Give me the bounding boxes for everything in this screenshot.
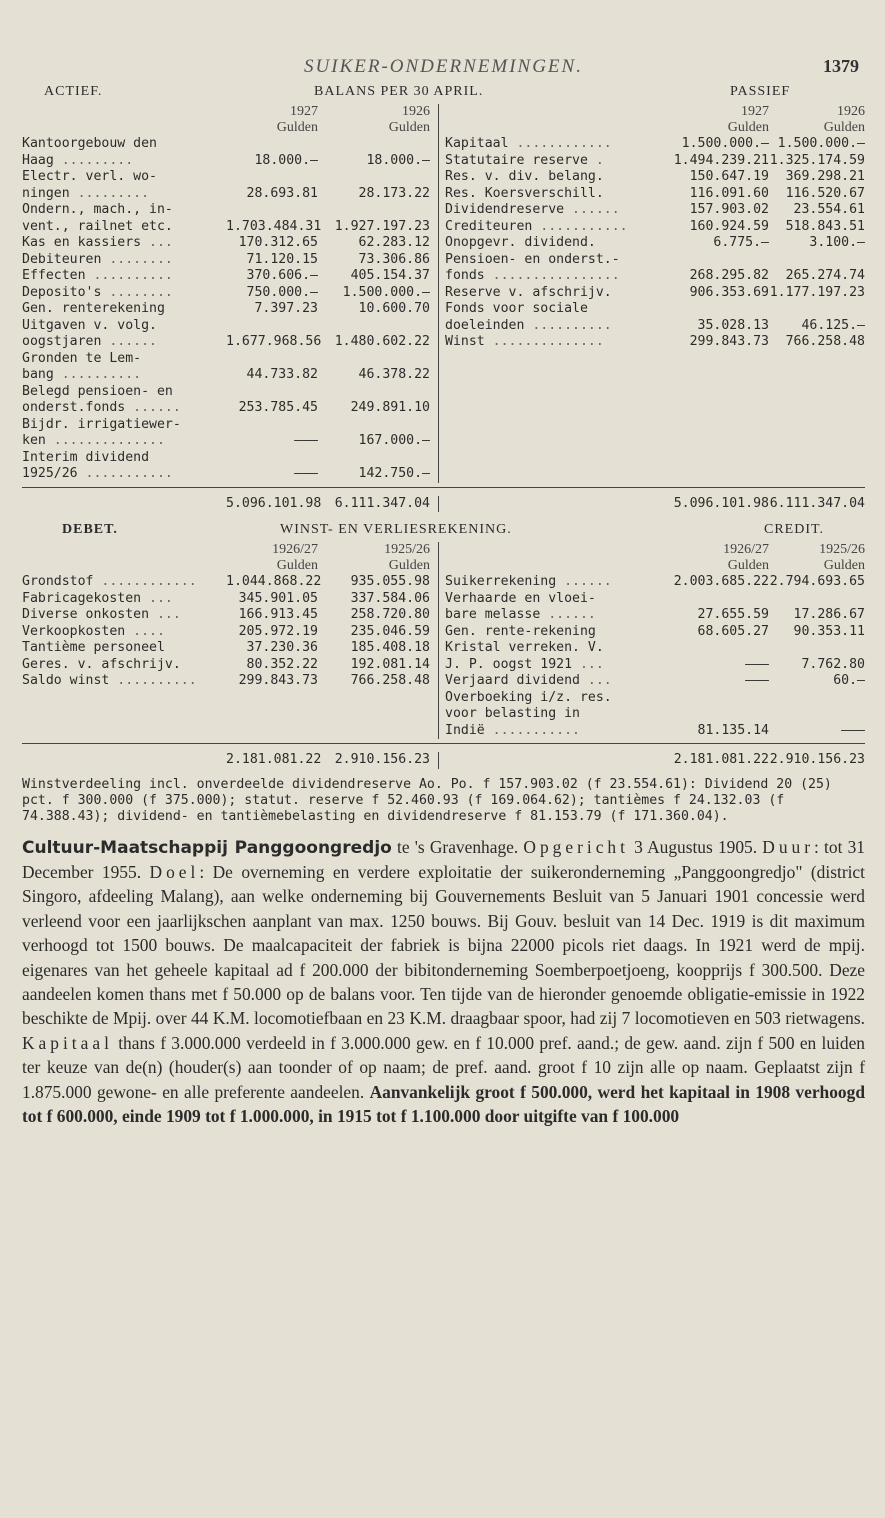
leader-dots: ........... [532, 218, 628, 234]
debet-column: 1926/27 1925/26 Gulden Gulden Grondstof ............ 1.044.868.22 935.055.98 Fabricagekosten ... 345.901.05 337.584.06 Diverse onkosten ... 166.913.45 258.720.80 Verkoopkosten .... 205.972.19 235.046.59 Tantième personeel 37.230.36 185.408.18 Geres. v. afschrijv. 80.352.22 192.081.14 Saldo winst .......... 299.843.73 766.258.48 [22, 542, 439, 739]
row-label: Suikerrekening ...... [445, 574, 612, 589]
row-value-previous [318, 384, 438, 401]
table-row [22, 417, 438, 434]
table-row [445, 153, 865, 170]
profit-loss-heading [22, 522, 865, 542]
total-actief-1927: 5.096.101.98 [226, 495, 322, 511]
row-value-current [669, 706, 769, 723]
row-value-previous: 185.408.18 [350, 640, 430, 655]
leader-dots: .......... [53, 367, 142, 382]
running-title: SUIKER-ONDERNEMINGEN. [304, 56, 583, 77]
leader-dots: ... [149, 607, 181, 622]
row-value-previous: 258.720.80 [350, 607, 430, 622]
table-row [445, 574, 865, 591]
table-row [445, 301, 865, 318]
table-row [22, 400, 438, 417]
row-value-current: 80.352.22 [246, 656, 318, 672]
row-value-current [669, 252, 769, 269]
passief-col-header: 1927 1926 [741, 104, 865, 119]
row-value-current: 81.135.14 [697, 722, 769, 738]
balance-title: BALANS PER 30 APRIL. [314, 84, 484, 99]
row-label: Winst .............. [445, 334, 604, 349]
leader-dots: ...... [564, 202, 620, 217]
row-label: Geres. v. afschrijv. [22, 656, 181, 672]
row-value-current [669, 591, 769, 608]
row-label: Electr. verl. wo- [22, 169, 157, 184]
row-label: voor belasting in [445, 706, 580, 721]
total-credit-1926-27: 2.181.081.22 [673, 752, 769, 767]
row-value-current [669, 640, 769, 657]
table-row [445, 723, 865, 740]
row-value-current: 28.693.81 [246, 185, 318, 201]
row-label: Overboeking i/z. res. [445, 689, 612, 705]
table-row [22, 673, 438, 690]
row-label: Gronden te Lem- [22, 350, 142, 366]
row-value-previous: 10.600.70 [358, 301, 430, 316]
row-value-current: 299.843.73 [238, 673, 318, 688]
table-row [22, 450, 438, 467]
row-value-previous [769, 591, 865, 608]
row-value-previous: 46.125.— [801, 317, 865, 333]
row-label: Indië ........... [445, 722, 580, 738]
table-row [22, 607, 438, 624]
capital-text: thans f 3.000.000 verdeeld in f 3.000.000 gew. en f 10.000 pref. aand.; de gew. aand. zijn f 500 en luiden ter keuze van de(n) (houder(s) aan toonder of op naam; de pref. aand. groot f 10 zijn alle op naam. Geplaatst zijn f 1.875.000 gewone- en alle preferente aandeelen. [22, 1032, 865, 1102]
row-label: Reserve v. afschrijv. [445, 284, 612, 300]
company-name: Cultuur-Maatschappij Panggoongredjo [22, 837, 392, 858]
credit-label: CREDIT. [764, 522, 825, 537]
row-value-current [226, 202, 318, 219]
table-row [22, 640, 438, 657]
leader-dots: .............. [484, 334, 604, 349]
duration-text: : tot 31 December 1955. [22, 836, 865, 882]
row-label: Deposito's ........ [22, 284, 173, 300]
row-value-current: 35.028.13 [697, 317, 769, 333]
row-label: bang .......... [22, 367, 142, 382]
profit-loss-account [22, 522, 865, 769]
leader-dots: ... [572, 656, 604, 672]
row-label: oogstjaren ...... [22, 334, 157, 349]
row-value-current: 268.295.82 [689, 268, 769, 283]
table-row [22, 318, 438, 335]
purpose-text: : De overneming en verdere exploitatie der suikeronderneming „Panggoongredjo" (district Singoro, afdeeling Malang), aan welke onderneming bij Gouvernements Besluit van 5 Januari 1901 concessie werd verleend voor een jaarlijkschen aanplant van max. 1250 bouws. Bij Gouv. besluit van 14 Dec. 1919 is dit maximum verhoogd tot 1500 bouws. De maalcapaciteit der fabriek is bijna 22000 picols riet daags. In 1921 werd de mpij. eigenares van het geheele kapitaal ad f 200.000 der bibitonderneming Soemberpoetjoeng, koopprijs f 300.500. Deze aandeelen komen thans met f 50.000 op de balans voor. Ten tijde van de hieronder genoemde obligatie-emissie in 1922 beschikte de Mpij. over 44 K.M. locomotiefbaan en 23 K.M. draagbaar spoor, had zij 7 locomotieven en 503 rietwagens. [22, 861, 865, 1029]
company-location: te 's Gravenhage. [391, 836, 519, 857]
leader-dots: ...... [556, 574, 612, 589]
page [22, 50, 865, 1128]
passief-column: 1927 1926 Gulden Gulden Kapitaal ............ 1.500.000.— 1.500.000.— Statutaire reserve . 1.494.239.21 1.325.174.59 Res. v. div. belang. 150.647.19 369.298.21 Res. Koersverschill. 116.091.60 116.520.67 Dividendreserve ...... 157.903.02 23.554.61 Crediteuren ........... 160.924.59 518.843.51 Onopgevr. dividend. 6.775.— 3.100.— Pensioen- en onderst.- fonds ................ 268.295.82 265.274.74 Reserve v. afschrijv. 906.353.69 1.177.197.23 Fonds voor sociale doeleinden .......... 35.028.13 46.125.— Winst .............. 299.843.73 766.258.48 [445, 104, 865, 349]
row-label: onderst.fonds ...... [22, 400, 181, 415]
leader-dots: .......... [109, 673, 197, 688]
row-value-previous: 1.480.602.22 [334, 334, 430, 349]
founded-label: Opgericht [523, 836, 629, 857]
capital-history-text: Aanvankelijk groot f 500.000, werd het kapitaal in 1908 verhoogd tot f 600.000, einde 1909 tot f 1.000.000, in 1915 tot f 1.100.000 door uitgifte van f 100.000 [22, 1081, 865, 1126]
row-value-current [669, 690, 769, 707]
row-value-current: 1.703.484.31 [226, 218, 322, 234]
row-value-previous [769, 690, 865, 707]
table-row [22, 367, 438, 384]
row-label: doeleinden .......... [445, 317, 612, 333]
row-value-previous [318, 318, 438, 335]
row-value-previous [769, 640, 865, 657]
leader-dots: ...... [125, 400, 181, 415]
leader-dots: ............ [508, 136, 612, 151]
duration-label: Duur [762, 836, 815, 857]
actief-column: 1927 1926 Gulden Gulden Kantoorgebouw den Haag ......... 18.000.— 18.000.— Electr. verl. wo- ningen ......... 28.693.81 28.173.22 Ondern., mach., in- vent., railnet etc. 1.703.484.31 1.927.197.23 Kas en kassiers ... 170.312.65 62.283.12 Debiteuren ........ 71.120.15 73.306.86 Effecten .......... 370.606.— 405.154.37 Deposito's ........ 750.000.— 1.500.000.— Gen. renterekening 7.397.23 10.600.70 Uitgaven v. volg. oogstjaren ...... 1.677.968.56 1.480.602.22 Gronden te Lem- bang .......... 44.733.82 46.378.22 Belegd pensioen- en onderst.fonds ...... 253.785.45 249.891.10 Bijdr. irrigatiewer- ken .............. ——— 167.000.— Interim dividend 1925/26 ........... ——— 142.750.— [22, 104, 439, 483]
balance-totals [22, 487, 865, 513]
row-label: Grondstof ............ [22, 574, 197, 589]
row-value-current: 37.230.36 [246, 640, 318, 655]
table-row [445, 186, 865, 203]
row-value-current [226, 136, 318, 153]
table-row [22, 301, 438, 318]
row-label: Kristal verreken. V. [445, 640, 604, 655]
table-row [22, 591, 438, 608]
table-row [22, 268, 438, 285]
row-value-previous: 142.750.— [358, 466, 430, 481]
leader-dots: ...... [540, 607, 596, 622]
table-row [22, 384, 438, 401]
total-passief-1927: 5.096.101.98 [673, 495, 769, 511]
table-row [22, 235, 438, 252]
table-row [445, 219, 865, 236]
leader-dots: ...... [101, 334, 157, 349]
credit-column: 1926/27 1925/26 Gulden Gulden Suikerrekening ...... 2.003.685.22 2.794.693.65 Verhaarde en vloei- bare melasse ...... 27.655.59 17.286.67 Gen. rente-rekening 68.605.27 90.353.11 Kristal verreken. V. J. P. oogst 1921 ... ——— 7.762.80 Verjaard dividend ... ——— 60.— Overboeking i/z. res. voor belasting in Indië ........... 81.135.14 ——— [445, 542, 865, 738]
row-value-previous: 28.173.22 [358, 185, 430, 201]
row-label: Verhaarde en vloei- [445, 590, 596, 606]
table-row [445, 657, 865, 674]
row-value-previous [769, 706, 865, 723]
row-label: Res. v. div. belang. [445, 169, 604, 184]
leader-dots: .............. [45, 433, 165, 448]
leader-dots: ........ [101, 251, 173, 267]
table-row [22, 351, 438, 368]
row-value-previous: 1.325.174.59 [769, 152, 865, 168]
row-value-previous: 23.554.61 [793, 202, 865, 217]
table-row [445, 285, 865, 302]
row-label: Gen. rente-rekening [445, 623, 596, 639]
row-label: vent., railnet etc. [22, 218, 173, 234]
row-value-previous: 2.794.693.65 [769, 574, 865, 589]
row-label: Onopgevr. dividend. [445, 235, 596, 250]
row-label: Verkoopkosten .... [22, 623, 165, 639]
row-value-current: 253.785.45 [238, 400, 318, 415]
profit-loss-totals [22, 743, 865, 769]
table-row [445, 591, 865, 608]
row-value-previous [318, 450, 438, 467]
row-value-previous: 7.762.80 [801, 656, 865, 672]
row-value-previous [318, 417, 438, 434]
table-row [445, 202, 865, 219]
leader-dots: ................ [484, 268, 620, 283]
row-label: Kapitaal ............ [445, 136, 612, 151]
row-label: bare melasse ...... [445, 607, 596, 622]
row-value-previous: 766.258.48 [785, 334, 865, 349]
table-row [22, 186, 438, 203]
row-label: 1925/26 ........... [22, 466, 173, 481]
row-label: Diverse onkosten ... [22, 607, 181, 622]
leader-dots: ........... [484, 722, 580, 738]
row-value-previous: 18.000.— [366, 152, 430, 168]
row-value-previous: 1.927.197.23 [334, 218, 430, 234]
actief-label: ACTIEF. [44, 84, 103, 99]
row-value-previous [318, 202, 438, 219]
row-value-previous [769, 301, 865, 318]
table-row [22, 153, 438, 170]
row-value-current: 166.913.45 [238, 607, 318, 622]
row-value-previous: 46.378.22 [358, 367, 430, 382]
table-row [22, 252, 438, 269]
row-label: Res. Koersverschill. [445, 185, 604, 201]
total-passief-1926: 6.111.347.04 [769, 495, 865, 511]
row-value-current [226, 450, 318, 467]
total-credit-1925-26: 2.910.156.23 [769, 752, 865, 767]
row-value-previous: 90.353.11 [793, 623, 865, 639]
row-value-previous: 337.584.06 [350, 590, 430, 606]
row-label: Tantième personeel [22, 640, 165, 655]
table-row [445, 169, 865, 186]
row-label: ken .............. [22, 433, 165, 448]
balance-sheet [22, 84, 865, 512]
row-value-current: 299.843.73 [689, 334, 769, 349]
table-row [445, 136, 865, 153]
table-row [445, 235, 865, 252]
table-row [22, 202, 438, 219]
row-value-current: 68.605.27 [697, 623, 769, 639]
table-row [445, 268, 865, 285]
row-value-previous: 235.046.59 [350, 623, 430, 639]
leader-dots: ... [579, 673, 612, 688]
row-value-previous: 405.154.37 [350, 268, 430, 283]
actief-col-header: 1927 1926 [290, 104, 430, 119]
company-entry [22, 835, 865, 1129]
passief-rows [445, 136, 865, 351]
profit-distribution-note: Winstverdeeling incl. onverdeelde dividendreserve Ao. Po. f 157.903.02 (f 23.554.61): Dividend 20 (25) pct. f 300.000 (f 375.000); statut. reserve f 52.460.93 (f 169.064.62); tantièmes f 24.132.03 (f 74.388.43); dividend- en tantièmebelasting en dividendreserve f 81.153.79 (f 171.360.04). [22, 776, 832, 824]
row-value-current: 1.494.239.21 [673, 152, 769, 168]
debet-label: DEBET. [62, 522, 118, 537]
row-value-previous [769, 252, 865, 269]
row-value-previous: 62.283.12 [358, 235, 430, 250]
row-value-current: 205.972.19 [238, 623, 318, 639]
row-value-current [226, 351, 318, 368]
row-label: Debiteuren ........ [22, 251, 173, 267]
row-value-previous: 369.298.21 [785, 169, 865, 184]
row-value-current: 157.903.02 [689, 202, 769, 217]
table-row [22, 466, 438, 483]
table-row [22, 285, 438, 302]
row-label: Ondern., mach., in- [22, 202, 173, 217]
row-label: fonds ................ [445, 268, 620, 283]
row-value-current: 170.312.65 [238, 235, 318, 250]
table-row [445, 640, 865, 657]
row-value-current: 750.000.— [246, 284, 318, 300]
row-label: Fonds voor sociale [445, 301, 588, 316]
row-value-previous [318, 351, 438, 368]
row-value-current: ——— [294, 433, 318, 448]
table-row [445, 334, 865, 351]
row-label: Saldo winst .......... [22, 673, 197, 688]
table-row [445, 607, 865, 624]
row-value-current: 1.044.868.22 [226, 574, 322, 589]
table-row [22, 433, 438, 450]
table-row [22, 334, 438, 351]
debet-rows [22, 574, 438, 690]
page-number: 1379 [823, 56, 859, 76]
row-value-current: 18.000.— [254, 152, 318, 168]
leader-dots: ........ [101, 284, 173, 300]
row-value-previous: 935.055.98 [350, 574, 430, 589]
row-value-current: 116.091.60 [689, 185, 769, 201]
row-value-previous [318, 169, 438, 186]
row-value-current: 906.353.69 [689, 284, 769, 300]
row-value-current: ——— [745, 673, 769, 688]
purpose-label: Doel [149, 861, 200, 882]
row-label: ningen ......... [22, 185, 150, 201]
row-value-previous: 1.500.000.— [777, 136, 865, 151]
founded-text: 3 Augustus 1905. [628, 836, 763, 857]
leader-dots: .......... [524, 317, 612, 333]
row-value-current: 27.655.59 [697, 607, 769, 622]
leader-dots: ... [141, 590, 173, 606]
row-value-current [669, 301, 769, 318]
leader-dots: .... [125, 623, 165, 639]
row-label: Dividendreserve ...... [445, 202, 620, 217]
row-value-previous: 73.306.86 [358, 251, 430, 267]
leader-dots: ... [141, 235, 173, 250]
row-value-previous: 17.286.67 [793, 607, 865, 622]
capital-label: Kapitaal [22, 1032, 113, 1053]
row-value-current: 7.397.23 [254, 301, 318, 316]
leader-dots: .......... [85, 268, 173, 283]
row-label: Kas en kassiers ... [22, 235, 173, 250]
table-row [22, 219, 438, 236]
leader-dots: . [587, 152, 604, 168]
actief-rows [22, 136, 438, 483]
total-debet-1926-27: 2.181.081.22 [226, 752, 322, 767]
row-value-previous: 167.000.— [358, 433, 430, 448]
row-value-previous: ——— [841, 722, 865, 738]
balance-sheet-heading [22, 84, 865, 104]
row-value-previous [318, 136, 438, 153]
row-value-previous: 192.081.14 [350, 656, 430, 672]
row-label: Gen. renterekening [22, 301, 165, 316]
row-label: Effecten .......... [22, 268, 173, 283]
total-actief-1926: 6.111.347.04 [334, 495, 430, 511]
row-label: Fabricagekosten ... [22, 590, 173, 606]
row-value-current: ——— [745, 656, 769, 672]
row-label: Crediteuren ........... [445, 218, 628, 234]
row-value-previous: 265.274.74 [785, 268, 865, 283]
row-value-current: 160.924.59 [689, 218, 769, 234]
table-row [445, 318, 865, 335]
row-label: Pensioen- en onderst.- [445, 251, 620, 267]
row-value-current: 2.003.685.22 [673, 574, 769, 589]
passief-label: PASSIEF [730, 84, 791, 99]
row-label: Statutaire reserve . [445, 152, 604, 168]
credit-rows [445, 574, 865, 739]
profit-loss-title: WINST- EN VERLIESREKENING. [280, 522, 512, 537]
row-value-current [226, 318, 318, 335]
row-label: Interim dividend [22, 449, 150, 465]
row-label: Belegd pensioen- en [22, 383, 173, 399]
leader-dots: ......... [53, 152, 134, 168]
row-label: J. P. oogst 1921 ... [445, 656, 604, 672]
table-row [445, 673, 865, 690]
row-value-current [226, 417, 318, 434]
row-value-current: 1.677.968.56 [226, 334, 322, 349]
leader-dots: ......... [69, 185, 150, 201]
row-value-current: 71.120.15 [246, 251, 318, 267]
row-label: Haag ......... [22, 152, 134, 168]
row-value-previous: 60.— [833, 673, 865, 688]
table-row [445, 690, 865, 707]
row-value-previous: 518.843.51 [785, 218, 865, 234]
row-value-previous: 3.100.— [809, 235, 865, 250]
row-value-previous: 1.177.197.23 [769, 284, 865, 300]
row-value-current: 150.647.19 [689, 169, 769, 184]
table-row [22, 657, 438, 674]
row-value-previous: 766.258.48 [350, 673, 430, 688]
leader-dots: ............ [93, 574, 197, 589]
table-row [445, 252, 865, 269]
row-value-current: 44.733.82 [246, 367, 318, 382]
leader-dots: ........... [77, 466, 173, 481]
row-value-current: 1.500.000.— [681, 136, 769, 151]
row-value-current [226, 384, 318, 401]
row-value-current: 370.606.— [246, 268, 318, 283]
table-row [22, 574, 438, 591]
row-value-current [226, 169, 318, 186]
table-row [445, 706, 865, 723]
table-row [22, 624, 438, 641]
row-label: Kantoorgebouw den [22, 136, 157, 151]
row-value-current: 345.901.05 [238, 590, 318, 606]
row-value-previous: 249.891.10 [350, 400, 430, 415]
row-value-previous: 116.520.67 [785, 185, 865, 201]
row-value-current: ——— [294, 466, 318, 481]
row-label: Bijdr. irrigatiewer- [22, 416, 181, 432]
total-debet-1925-26: 2.910.156.23 [334, 752, 430, 767]
row-label: Verjaard dividend ... [445, 673, 612, 688]
row-label: Uitgaven v. volg. [22, 317, 157, 333]
row-value-current: 6.775.— [713, 235, 769, 250]
page-header [22, 50, 865, 84]
table-row [445, 624, 865, 641]
table-row [22, 169, 438, 186]
row-value-previous: 1.500.000.— [342, 284, 430, 300]
table-row [22, 136, 438, 153]
